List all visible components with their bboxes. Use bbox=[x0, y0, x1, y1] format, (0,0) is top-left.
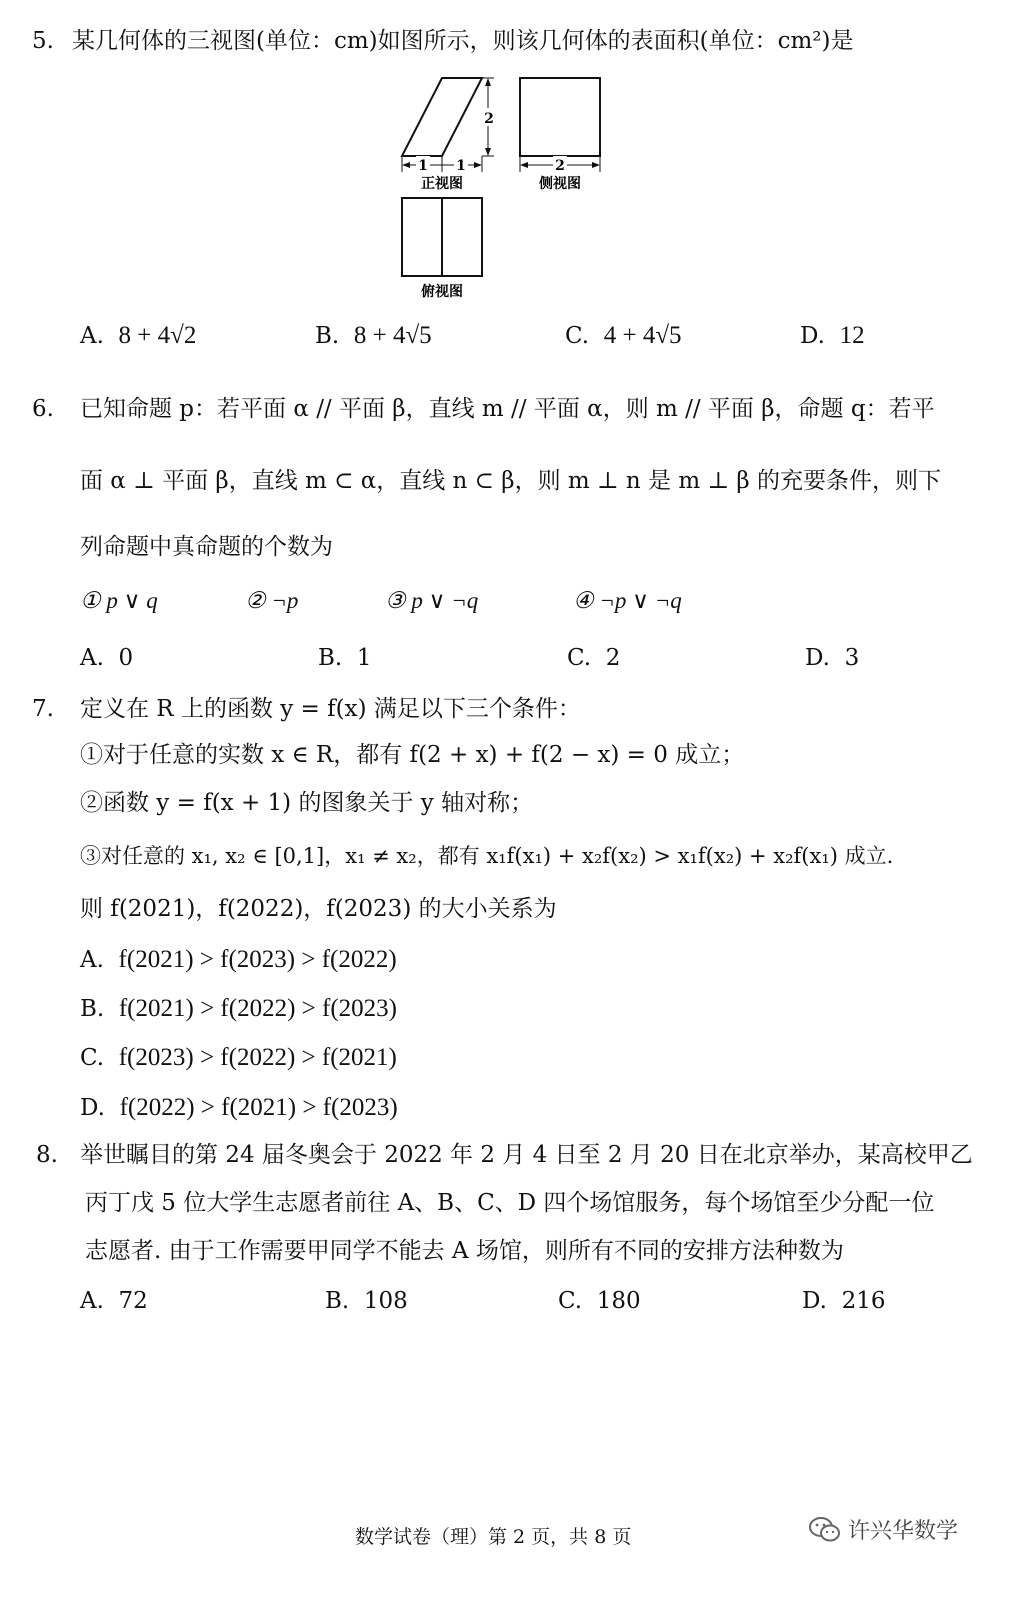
top-view-label: 俯视图 bbox=[421, 284, 463, 300]
q8-line1: 举世瞩目的第 24 届冬奥会于 2022 年 2 月 4 日至 2 月 20 日在北京举办，某高校甲乙 bbox=[80, 1142, 973, 1168]
q5-option-a: A. 8 + 4√2 bbox=[80, 322, 197, 349]
q6-option-b: B. 1 bbox=[318, 645, 372, 671]
q6-prop-2: ② ¬p bbox=[245, 588, 299, 613]
q7-option-a: A. f(2021) > f(2023) > f(2022) bbox=[80, 946, 397, 973]
q8-number: 8. bbox=[36, 1142, 58, 1168]
page-footer: 数学试卷（理）第 2 页，共 8 页 bbox=[355, 1526, 632, 1548]
q7-option-d: D. f(2022) > f(2021) > f(2023) bbox=[80, 1094, 398, 1121]
three-view-figure bbox=[390, 72, 620, 304]
dim-height: 2 bbox=[484, 111, 494, 127]
q6-prop-4: ④ ¬p ∨ ¬q bbox=[573, 588, 682, 613]
q5-option-d: D. 12 bbox=[800, 322, 865, 349]
q7-condition-2: ②函数 y = f(x + 1) 的图象关于 y 轴对称； bbox=[80, 790, 534, 816]
q5-option-c: C. 4 + 4√5 bbox=[565, 322, 682, 349]
q8-line3: 志愿者. 由于工作需要甲同学不能去 A 场馆，则所有不同的安排方法种数为 bbox=[85, 1238, 844, 1264]
front-view-label: 正视图 bbox=[421, 176, 463, 192]
q7-number: 7. bbox=[32, 696, 54, 722]
q5-number: 5. bbox=[32, 28, 54, 54]
height-dimension bbox=[482, 78, 496, 156]
q8-option-c: C. 180 bbox=[558, 1288, 641, 1314]
q8-option-a: A. 72 bbox=[80, 1288, 148, 1314]
q7-line5: 则 f(2021)，f(2022)，f(2023) 的大小关系为 bbox=[80, 896, 557, 922]
front-view-shape bbox=[402, 78, 482, 156]
q5-stem: 某几何体的三视图(单位：cm)如图所示，则该几何体的表面积(单位：cm²)是 bbox=[72, 28, 854, 54]
width-dimension bbox=[402, 156, 482, 174]
side-view-shape bbox=[520, 78, 600, 156]
q7-option-b: B. f(2021) > f(2022) > f(2023) bbox=[80, 995, 397, 1022]
dim-side: 2 bbox=[555, 158, 565, 174]
side-dimension bbox=[520, 156, 600, 174]
q8-line2: 丙丁戊 5 位大学生志愿者前往 A、B、C、D 四个场馆服务，每个场馆至少分配一位 bbox=[85, 1190, 935, 1216]
q8-option-b: B. 108 bbox=[325, 1288, 408, 1314]
dim-left: 1 bbox=[418, 158, 428, 174]
wechat-icon bbox=[808, 1516, 842, 1544]
q6-option-d: D. 3 bbox=[805, 645, 860, 671]
q8-option-d: D. 216 bbox=[802, 1288, 886, 1314]
q7-line1: 定义在 R 上的函数 y = f(x) 满足以下三个条件： bbox=[80, 696, 581, 722]
q6-line1: 已知命题 p：若平面 α // 平面 β，直线 m // 平面 α，则 m // 平面 β，命题 q：若平 bbox=[80, 396, 935, 422]
q7-condition-1: ①对于任意的实数 x ∈ R，都有 f(2 + x) + f(2 − x) = 0 成立； bbox=[80, 742, 745, 768]
q6-option-a: A. 0 bbox=[80, 645, 134, 671]
q7-condition-3: ③对任意的 x₁, x₂ ∈ [0,1]，x₁ ≠ x₂，都有 x₁f(x₁) + x₂f(x₂) > x₁f(x₂) + x₂f(x₁) 成立. bbox=[80, 844, 894, 868]
q6-number: 6. bbox=[32, 396, 54, 422]
watermark bbox=[808, 1514, 958, 1545]
q6-option-c: C. 2 bbox=[567, 645, 621, 671]
side-view-label: 侧视图 bbox=[539, 176, 581, 192]
q5-option-b: B. 8 + 4√5 bbox=[315, 322, 432, 349]
q6-prop-3: ③ p ∨ ¬q bbox=[385, 588, 479, 613]
q7-option-c: C. f(2023) > f(2022) > f(2021) bbox=[80, 1044, 397, 1071]
dim-right: 1 bbox=[456, 158, 466, 174]
q6-prop-1: ① p ∨ q bbox=[80, 588, 158, 613]
q6-line3: 列命题中真命题的个数为 bbox=[80, 534, 333, 560]
watermark-text: 许兴华数学 bbox=[848, 1519, 959, 1544]
q6-line2: 面 α ⊥ 平面 β，直线 m ⊂ α，直线 n ⊂ β，则 m ⊥ n 是 m ⊥ β 的充要条件，则下 bbox=[80, 468, 942, 494]
